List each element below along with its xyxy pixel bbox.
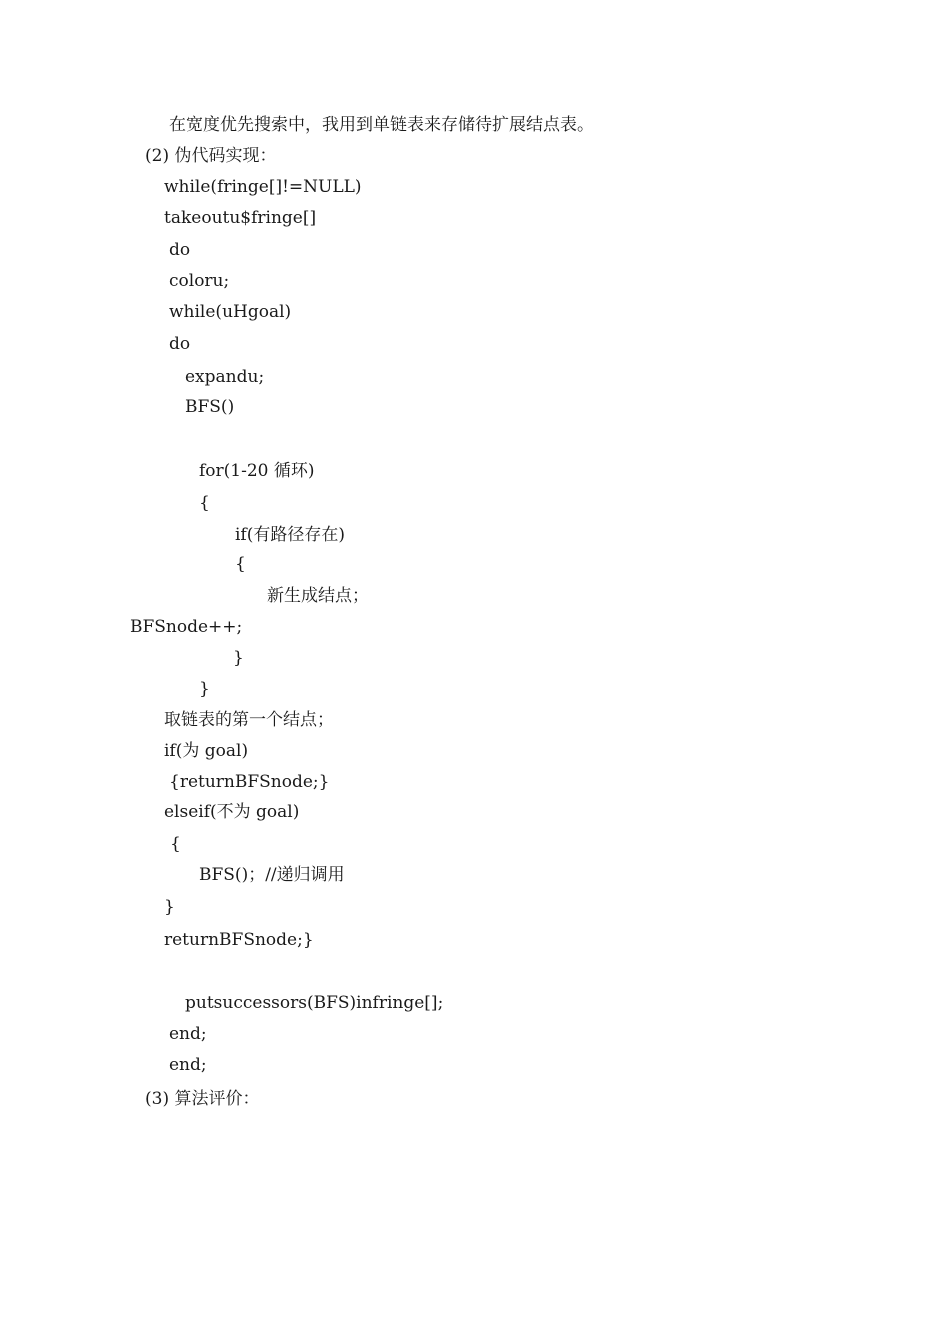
code-line-color: coloru; [169, 271, 230, 291]
code-line-expand: expandu; [185, 367, 265, 387]
code-line-put-successors: putsuccessors(BFS)infringe[]; [185, 993, 444, 1013]
code-line-end: end; [169, 1055, 207, 1075]
section-3-heading: (3) 算法评价： [145, 1089, 260, 1109]
code-line-bfsnode-increment: BFSnode++; [130, 617, 243, 637]
code-line-if-goal: if(为 goal) [164, 741, 249, 761]
code-line-if-path: if(有路径存在) [235, 525, 345, 545]
code-line-brace: } [164, 897, 175, 917]
code-line-brace: } [199, 679, 210, 699]
code-line-new-node: 新生成结点； [267, 586, 369, 606]
code-line-do: do [169, 334, 191, 354]
code-line-for-loop: for(1-20 循环) [199, 461, 315, 481]
code-line-bfs-decl: BFS() [185, 397, 235, 417]
code-line-elseif-goal: elseif(不为 goal) [164, 802, 300, 822]
code-line-end: end; [169, 1024, 207, 1044]
intro-paragraph: 在宽度优先搜索中，我用到单链表来存储待扩展结点表。 [169, 115, 594, 135]
code-line-brace: { [235, 554, 246, 574]
code-line-do: do [169, 240, 191, 260]
code-line-return-block: {returnBFSnode;} [169, 772, 330, 792]
code-line-while-goal: while(uHgoal) [169, 302, 292, 322]
section-2-heading: (2) 伪代码实现： [145, 146, 277, 166]
code-line-while-fringe: while(fringe[]!=NULL) [164, 177, 362, 197]
code-line-brace: { [199, 493, 210, 513]
code-line-take-first: 取链表的第一个结点； [164, 710, 334, 730]
code-line-bfs-recursive: BFS()；//递归调用 [199, 865, 345, 885]
code-line-takeout: takeoutu$fringe[] [164, 208, 317, 228]
code-line-return-end: returnBFSnode;} [164, 930, 314, 950]
code-line-brace: { [170, 834, 181, 854]
code-line-brace: } [233, 648, 244, 668]
